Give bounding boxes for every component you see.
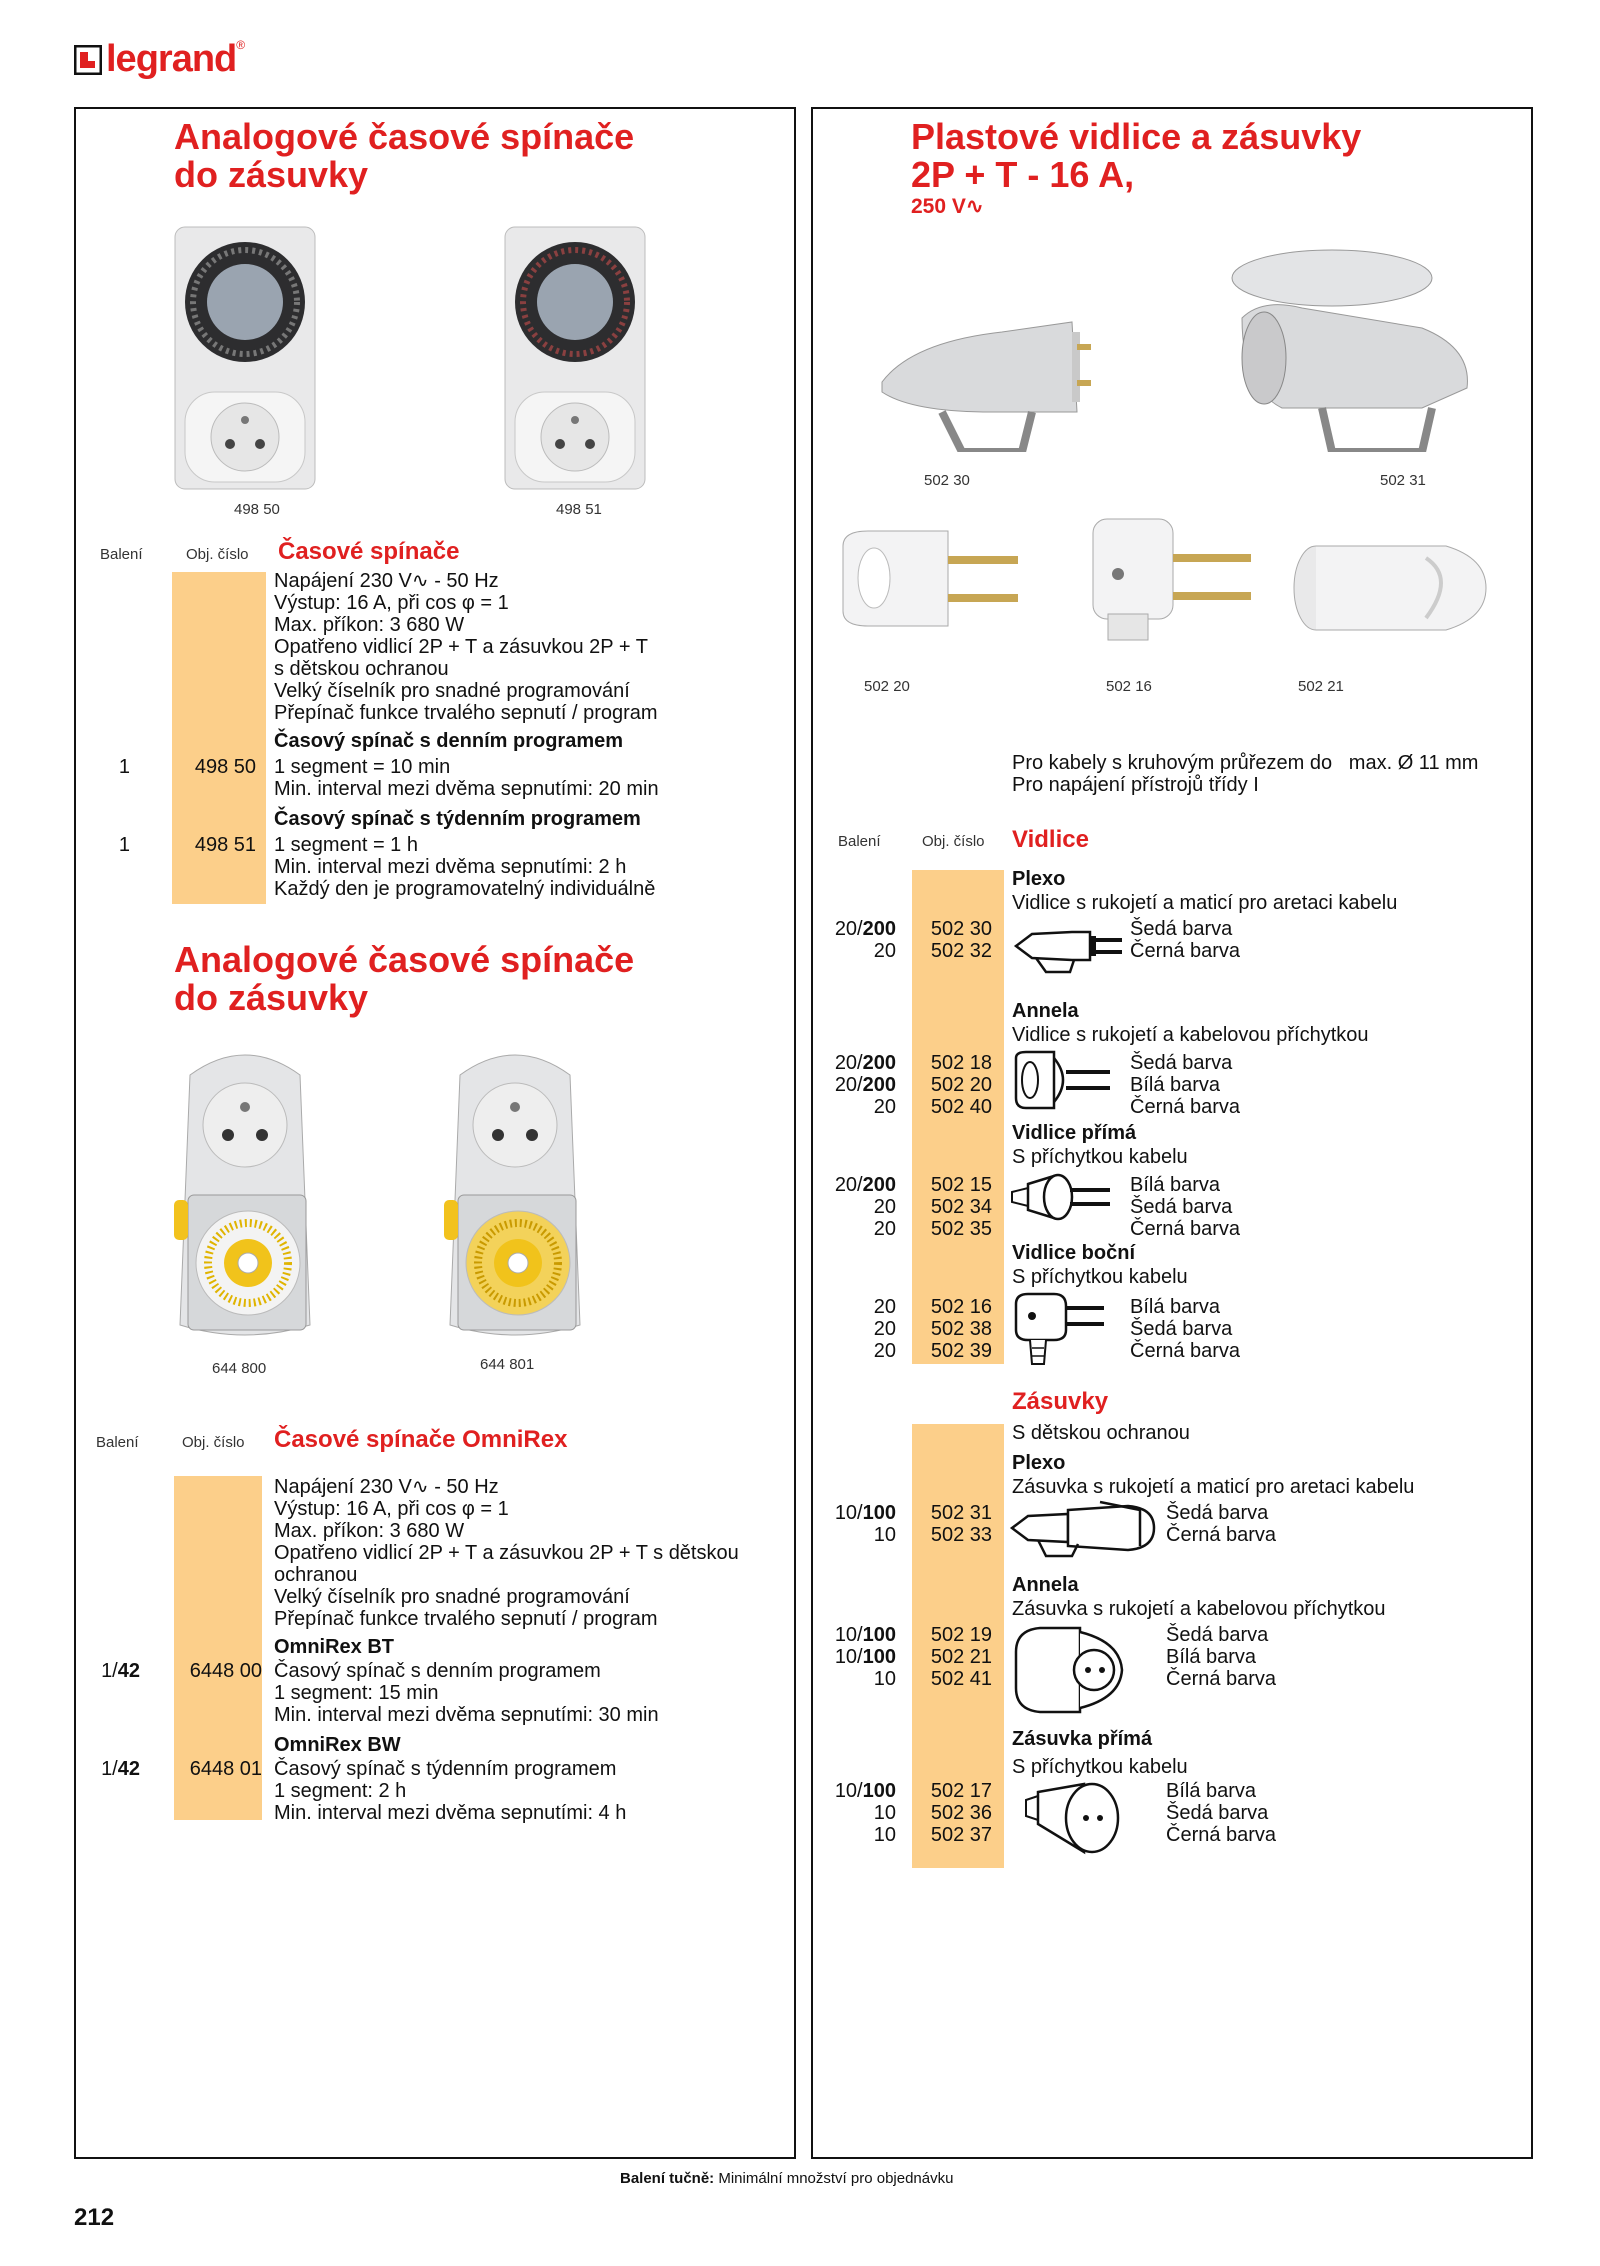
table2-header-baleni: Balení <box>96 1434 139 1451</box>
caption-644-800: 644 800 <box>212 1360 267 1377</box>
spec-line: Časový spínač s denním programem <box>274 1660 601 1682</box>
row-color: Černá barva <box>1130 1218 1241 1240</box>
row-baleni <box>820 1824 896 1846</box>
caption-502-21: 502 21 <box>1298 678 1344 695</box>
row-color: Bílá barva <box>1166 1646 1257 1668</box>
row-color: Bílá barva <box>1166 1780 1257 1802</box>
row-obj-number: 502 40 <box>930 1096 992 1118</box>
baleni-part: 20/ <box>834 1174 863 1196</box>
row-obj-number: 502 15 <box>930 1174 992 1196</box>
baleni-part: 10 <box>873 1824 896 1846</box>
legrand-mark-icon <box>74 45 102 75</box>
spec-line: s dětskou ochranou <box>274 658 449 680</box>
right-header-obj: Obj. číslo <box>922 833 985 850</box>
row-obj-number: 502 37 <box>930 1824 992 1846</box>
right-title-line1: Plastové vidlice a zásuvky <box>911 116 1362 157</box>
row-obj-number: 502 33 <box>930 1524 992 1546</box>
baleni-part: 20 <box>873 1196 896 1218</box>
row-baleni <box>820 1802 896 1824</box>
table2-header-obj: Obj. číslo <box>182 1434 245 1451</box>
row-color: Bílá barva <box>1130 1174 1221 1196</box>
caption-644-801: 644 801 <box>480 1356 535 1373</box>
omnirex-bw-lines <box>274 1758 626 1824</box>
straight-plug-desc: S příchytkou kabelu <box>1012 1146 1188 1168</box>
plug-502-16-image <box>1088 514 1260 644</box>
spec-line: Min. interval mezi dvěma sepnutími: 20 min <box>274 778 659 800</box>
spec-line: Min. interval mezi dvěma sepnutími: 2 h <box>274 856 627 878</box>
row-obj-number: 502 35 <box>930 1218 992 1240</box>
cable-note <box>1012 752 1478 796</box>
baleni-bold: 100 <box>862 1624 896 1646</box>
row-baleni <box>820 1668 896 1690</box>
row-obj-number: 502 39 <box>930 1340 992 1362</box>
spec-line: Opatřeno vidlicí 2P + T a zásuvkou 2P + T <box>274 636 648 658</box>
baleni-part: 10/ <box>834 1624 863 1646</box>
group2-lines <box>274 834 655 900</box>
left-title-1 <box>174 118 634 194</box>
spec-line: Max. příkon: 3 680 W <box>274 614 465 636</box>
row-baleni <box>820 1296 896 1318</box>
row-color: Černá barva <box>1130 940 1241 962</box>
left-title-2-line1: Analogové časové spínače <box>174 939 635 980</box>
timer-498-51-image <box>500 222 650 490</box>
right-title <box>911 118 1361 194</box>
annela-socket-title: Annela <box>1012 1574 1079 1596</box>
spec-line: 1 segment = 1 h <box>274 834 418 856</box>
omnirex-bt-lines <box>274 1660 659 1726</box>
timer-644-800-image <box>160 1045 330 1345</box>
baleni-part: 10 <box>873 1524 896 1546</box>
baleni-part: 20 <box>873 940 896 962</box>
side-plug-desc: S příchytkou kabelu <box>1012 1266 1188 1288</box>
left-title-2 <box>174 941 634 1017</box>
row-obj-number: 502 30 <box>930 918 992 940</box>
brand-logo <box>74 38 245 81</box>
baleni-part: 20 <box>873 1096 896 1118</box>
row-baleni <box>820 1780 896 1802</box>
caption-502-16: 502 16 <box>1106 678 1152 695</box>
spec-line: Přepínač funkce trvalého sepnutí / program <box>274 1608 658 1630</box>
row-color: Černá barva <box>1166 1668 1277 1690</box>
plexo-plug-title: Plexo <box>1012 868 1066 890</box>
plexo-socket-title: Plexo <box>1012 1452 1066 1474</box>
table1-specs <box>274 570 658 724</box>
row-baleni <box>820 1624 896 1646</box>
straight-plug-drawing-icon <box>1010 1170 1114 1224</box>
row-obj-number: 502 38 <box>930 1318 992 1340</box>
caption-498-50: 498 50 <box>234 501 280 518</box>
row-color: Šedá barva <box>1166 1502 1269 1524</box>
row-baleni <box>820 918 896 940</box>
side-plug-drawing-icon <box>1008 1290 1108 1366</box>
row-baleni <box>820 1074 896 1096</box>
spec-line: 1 segment = 10 min <box>274 756 451 778</box>
baleni-bold: 100 <box>862 1502 896 1524</box>
spec-line: 1 segment: 15 min <box>274 1682 439 1704</box>
baleni-bold: 42 <box>117 1758 140 1780</box>
row-baleni <box>820 1174 896 1196</box>
side-plug-title: Vidlice boční <box>1012 1242 1135 1264</box>
baleni-part: 1/ <box>101 1758 118 1780</box>
baleni-part: 20/ <box>834 1074 863 1096</box>
socket-502-21-image <box>1286 538 1492 638</box>
row-baleni <box>820 1340 896 1362</box>
omnirex-bw-title: OmniRex BW <box>274 1734 401 1756</box>
row-obj-number: 502 19 <box>930 1624 992 1646</box>
row-obj-number: 502 31 <box>930 1502 992 1524</box>
straight-plug-title: Vidlice přímá <box>1012 1122 1137 1144</box>
spec-line: Velký číselník pro snadné programování <box>274 680 630 702</box>
row-obj-number: 502 36 <box>930 1802 992 1824</box>
plexo-plug-drawing-icon <box>1012 918 1124 974</box>
plug-502-20-image <box>838 526 1026 636</box>
row-color: Šedá barva <box>1130 1052 1233 1074</box>
table2-specs <box>274 1476 739 1630</box>
baleni-part: 10/ <box>834 1502 863 1524</box>
baleni-part: 20 <box>873 1218 896 1240</box>
row-obj-number: 502 34 <box>930 1196 992 1218</box>
page-number: 212 <box>74 2204 115 2231</box>
plexo-plug-desc: Vidlice s rukojetí a maticí pro aretaci kabelu <box>1012 892 1398 914</box>
row-obj-number: 502 17 <box>930 1780 992 1802</box>
row-baleni <box>820 1218 896 1240</box>
annela-socket-desc: Zásuvka s rukojetí a kabelovou příchytkou <box>1012 1598 1386 1620</box>
caption-502-31: 502 31 <box>1380 472 1426 489</box>
baleni-bold: 200 <box>862 1074 896 1096</box>
spec-line: Napájení 230 V∿ - 50 Hz <box>274 1476 499 1498</box>
spec-line: Napájení 230 V∿ - 50 Hz <box>274 570 499 592</box>
left-title-1-line2: do zásuvky <box>174 154 369 195</box>
omnirex-bt-obj: 6448 00 <box>189 1660 262 1682</box>
vidlice-heading: Vidlice <box>1012 826 1089 853</box>
omnirex-bt-title: OmniRex BT <box>274 1636 395 1658</box>
group2-baleni: 1 <box>118 834 130 856</box>
row-baleni <box>820 1096 896 1118</box>
annela-plug-desc: Vidlice s rukojetí a kabelovou příchytkou <box>1012 1024 1369 1046</box>
baleni-bold: 42 <box>117 1660 140 1682</box>
spec-line: Min. interval mezi dvěma sepnutími: 30 min <box>274 1704 659 1726</box>
right-title-line2: 2P + T - 16 A, <box>911 154 1135 195</box>
spec-line: Velký číselník pro snadné programování <box>274 1586 630 1608</box>
brand-name: legrand <box>106 38 237 80</box>
row-color: Šedá barva <box>1166 1624 1269 1646</box>
table1-header-obj: Obj. číslo <box>186 546 249 563</box>
row-color: Černá barva <box>1130 1096 1241 1118</box>
row-color: Černá barva <box>1166 1824 1277 1846</box>
baleni-part: 20 <box>873 1318 896 1340</box>
spec-line: Min. interval mezi dvěma sepnutími: 4 h <box>274 1802 627 1824</box>
zasuvky-heading: Zásuvky <box>1012 1388 1109 1415</box>
plexo-socket-desc: Zásuvka s rukojetí a maticí pro aretaci kabelu <box>1012 1476 1415 1498</box>
straight-socket-drawing-icon <box>1024 1780 1124 1856</box>
spec-line: Přepínač funkce trvalého sepnutí / program <box>274 702 658 724</box>
row-color: Černá barva <box>1166 1524 1277 1546</box>
spec-line: Každý den je programovatelný individuálně <box>274 878 656 900</box>
timer-644-801-image <box>430 1045 600 1345</box>
spec-line: ochranou <box>274 1564 358 1586</box>
plexo-socket-drawing-icon <box>1008 1498 1158 1558</box>
caption-498-51: 498 51 <box>556 501 602 518</box>
baleni-bold: 200 <box>862 1174 896 1196</box>
straight-socket-title: Zásuvka přímá <box>1012 1728 1153 1750</box>
right-header-baleni: Balení <box>838 833 881 850</box>
footer-note-rest: Minimální množství pro objednávku <box>714 2170 954 2187</box>
socket-502-31-image <box>1222 238 1482 452</box>
baleni-part: 10 <box>873 1802 896 1824</box>
spec-line: Výstup: 16 A, při cos φ = 1 <box>274 1498 509 1520</box>
row-baleni <box>820 1646 896 1668</box>
row-color: Bílá barva <box>1130 1296 1221 1318</box>
baleni-bold: 100 <box>862 1646 896 1668</box>
group1-obj: 498 50 <box>194 756 256 778</box>
baleni-part: 20/ <box>834 1052 863 1074</box>
baleni-part: 20 <box>873 1296 896 1318</box>
group2-obj: 498 51 <box>194 834 256 856</box>
plug-502-30-image <box>872 262 1092 452</box>
footer-note-bold: Balení tučně: <box>620 2170 715 2187</box>
baleni-part: 20/ <box>834 918 863 940</box>
spec-line: 1 segment: 2 h <box>274 1780 407 1802</box>
group1-lines <box>274 756 659 800</box>
row-color: Šedá barva <box>1130 918 1233 940</box>
brand-reg: ® <box>236 38 246 52</box>
group2-title: Časový spínač s týdenním programem <box>274 808 641 830</box>
row-obj-number: 502 21 <box>930 1646 992 1668</box>
row-color: Šedá barva <box>1166 1802 1269 1824</box>
row-obj-number: 502 20 <box>930 1074 992 1096</box>
group1-baleni: 1 <box>118 756 130 778</box>
row-obj-number: 502 16 <box>930 1296 992 1318</box>
annela-plug-title: Annela <box>1012 1000 1079 1022</box>
row-obj-number: 502 18 <box>930 1052 992 1074</box>
note-line: Pro napájení přístrojů třídy I <box>1012 774 1259 796</box>
row-baleni <box>820 940 896 962</box>
spec-line: Max. příkon: 3 680 W <box>274 1520 465 1542</box>
table1-header-baleni: Balení <box>100 546 143 563</box>
row-baleni <box>820 1318 896 1340</box>
baleni-part: 1/ <box>101 1660 118 1682</box>
omnirex-bw-obj: 6448 01 <box>189 1758 262 1780</box>
row-color: Šedá barva <box>1130 1196 1233 1218</box>
table2-heading: Časové spínače OmniRex <box>274 1426 568 1453</box>
row-color: Šedá barva <box>1130 1318 1233 1340</box>
spec-line: Opatřeno vidlicí 2P + T a zásuvkou 2P + T s dětskou <box>274 1542 739 1564</box>
baleni-bold: 200 <box>862 918 896 940</box>
baleni-part: 10 <box>873 1668 896 1690</box>
row-obj-number: 502 41 <box>930 1668 992 1690</box>
caption-502-20: 502 20 <box>864 678 910 695</box>
annela-socket-drawing-icon <box>1010 1622 1126 1718</box>
row-baleni <box>820 1524 896 1546</box>
annela-plug-drawing-icon <box>1010 1048 1114 1112</box>
left-title-1-line1: Analogové časové spínače <box>174 116 635 157</box>
row-color: Černá barva <box>1130 1340 1241 1362</box>
baleni-part: 20 <box>873 1340 896 1362</box>
baleni-part: 10/ <box>834 1780 863 1802</box>
right-subtitle: 250 V∿ <box>911 195 984 218</box>
table1-heading: Časové spínače <box>278 538 460 565</box>
row-baleni <box>820 1196 896 1218</box>
left-title-2-line2: do zásuvky <box>174 977 369 1018</box>
note-line: Pro kabely s kruhovým průřezem do max. Ø 11 mm <box>1012 752 1479 774</box>
row-obj-number: 502 32 <box>930 940 992 962</box>
row-baleni <box>820 1502 896 1524</box>
row-color: Bílá barva <box>1130 1074 1221 1096</box>
omnirex-bt-baleni <box>96 1660 140 1682</box>
caption-502-30: 502 30 <box>924 472 970 489</box>
spec-line: Výstup: 16 A, při cos φ = 1 <box>274 592 509 614</box>
row-baleni <box>820 1052 896 1074</box>
timer-498-50-image <box>170 222 320 490</box>
straight-socket-desc: S příchytkou kabelu <box>1012 1756 1188 1778</box>
group1-title: Časový spínač s denním programem <box>274 730 624 752</box>
baleni-bold: 100 <box>862 1780 896 1802</box>
omnirex-bw-baleni <box>96 1758 140 1780</box>
baleni-bold: 200 <box>862 1052 896 1074</box>
spec-line: Časový spínač s týdenním programem <box>274 1758 617 1780</box>
zasuvky-desc: S dětskou ochranou <box>1012 1422 1190 1444</box>
baleni-part: 10/ <box>834 1646 863 1668</box>
footer-note <box>620 2170 953 2187</box>
